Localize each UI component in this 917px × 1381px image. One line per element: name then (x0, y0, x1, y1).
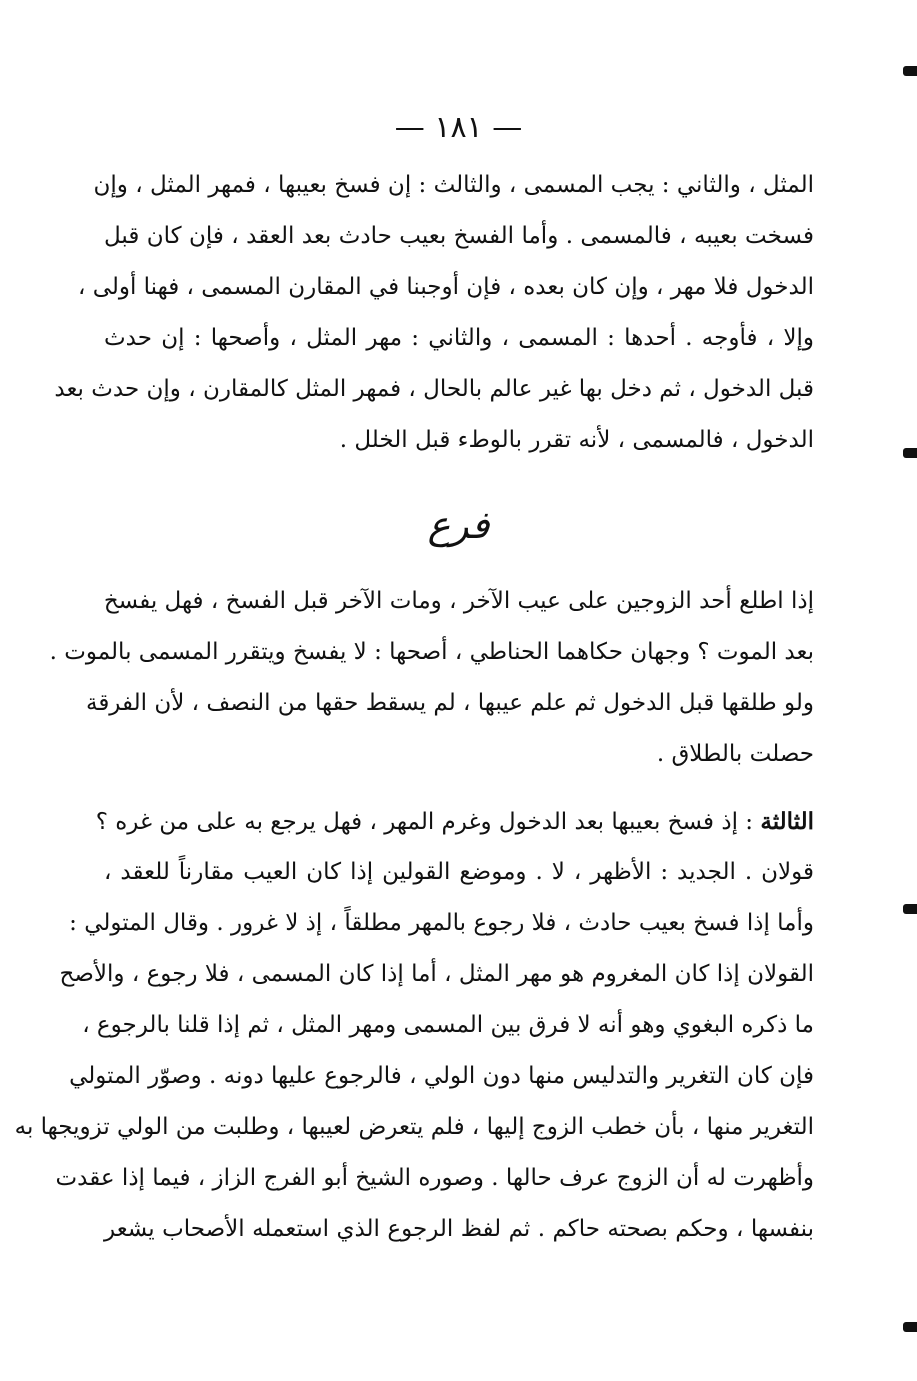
paragraph-top (54, 160, 814, 466)
paragraph-fara (49, 576, 814, 780)
text-line: وأظهرت له أن الزوج عرف حالها . وصوره الشيخ أبو الفرج الزاز ، فيما إذا عقدت (55, 1165, 814, 1191)
text-line: وإلا ، فأوجه . أحدها : المسمى ، والثاني : مهر المثل ، وأصحها : إن حدث (104, 325, 814, 351)
text-line: القولان إذا كان المغروم هو مهر المثل ، أما إذا كان المسمى ، فلا رجوع ، والأصح (59, 961, 814, 987)
text-line: التغرير منها ، بأن خطب الزوج إليها ، فلم يتعرض لعيبها ، وطلبت من الولي تزويجها به (14, 1114, 814, 1140)
binding-edge-mark (903, 66, 917, 76)
text-line: الدخول ، فالمسمى ، لأنه تقرر بالوطء قبل الخلل . (339, 427, 814, 453)
text-line: بعد الموت ؟ وجهان حكاهما الحناطي ، أصحها : لا يفسخ ويتقرر المسمى بالموت . (49, 639, 814, 665)
text-line: قولان . الجديد : الأظهر ، لا . وموضع القولين إذا كان العيب مقارناً للعقد ، (104, 859, 814, 885)
text-line-rest: : إذ فسخ بعيبها بعد الدخول وغرم المهر ، فهل يرجع به على من غره ؟ (95, 809, 761, 835)
text-line: فسخت بعيبه ، فالمسمى . وأما الفسخ بعيب حادث بعد العقد ، فإن كان قبل (104, 223, 814, 249)
text-line: وأما إذا فسخ بعيب حادث ، فلا رجوع بالمهر مطلقاً ، إذ لا غرور . وقال المتولي : (69, 910, 814, 936)
text-line: ما ذكره البغوي وهو أنه لا فرق بين المسمى ومهر المثل ، ثم إذا قلنا بالرجوع ، (82, 1012, 814, 1038)
text-line: قبل الدخول ، ثم دخل بها غير عالم بالحال ، فمهر المثل كالمقارن ، وإن حدث بعد (54, 376, 814, 402)
section-heading: فرع (427, 503, 490, 547)
binding-edge-mark (903, 1322, 917, 1332)
text-line: حصلت بالطلاق . (656, 741, 814, 767)
paragraph-third (14, 796, 814, 1255)
binding-edge-mark (903, 904, 917, 914)
paragraph-lead-word: الثالثة (760, 808, 814, 835)
binding-edge-mark (903, 448, 917, 458)
text-line: فإن كان التغرير والتدليس منها دون الولي ، فالرجوع عليها دونه . وصوّر المتولي (69, 1063, 814, 1089)
text-line (95, 796, 814, 847)
text-line: ولو طلقها قبل الدخول ثم علم عيبها ، لم يسقط حقها من النصف ، لأن الفرقة (85, 690, 814, 716)
text-line: إذا اطلع أحد الزوجين على عيب الآخر ، ومات الآخر قبل الفسخ ، فهل يفسخ (103, 588, 814, 614)
text-line: بنفسها ، وحكم بصحته حاكم . ثم لفظ الرجوع الذي استعمله الأصحاب يشعر (104, 1216, 814, 1242)
page-number: — ١٨١ — (394, 110, 523, 145)
text-line: المثل ، والثاني : يجب المسمى ، والثالث : إن فسخ بعيبها ، فمهر المثل ، وإن (93, 172, 814, 198)
text-line: الدخول فلا مهر ، وإن كان بعده ، فإن أوجبنا في المقارن المسمى ، فهنا أولى ، (77, 274, 814, 300)
